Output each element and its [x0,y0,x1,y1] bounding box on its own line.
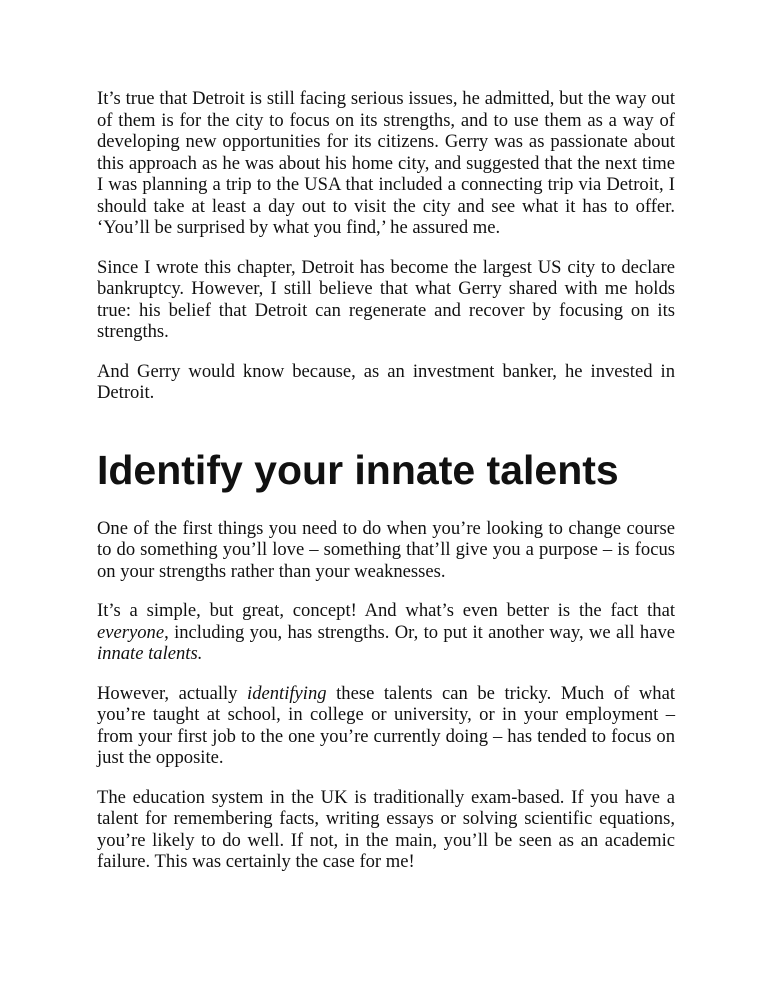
paragraph-education-system: The education system in the UK is traditionally exam-based. If you have a talent for remembering facts, writing essays or solving scientific equations, you’re likely to do well. If not, in the main, you’ll be seen as an academic failure. This was certainly the case for me! [97,786,675,872]
paragraph-identifying-talents [97,683,675,769]
emphasis-text: innate talents. [97,643,203,664]
paragraph-text: However, actually [97,682,248,704]
emphasis-text: identifying [247,682,327,704]
paragraph-text: , including you, has strengths. Or, to put it another way, we all have [164,621,675,643]
paragraph-gerry-invested: And Gerry would know because, as an investment banker, he invested in Detroit. [97,360,675,403]
paragraph-text: these talents can be tricky. Much of what you’re taught at school, in college or university, or in your employment – from your first job to the one you’re currently doing – has tended to focus on just the opposite. [97,682,675,768]
document-page [97,88,675,891]
paragraph-detroit-issues: It’s true that Detroit is still facing serious issues, he admitted, but the way out of them is for the city to focus on its strengths, and to use them as a way of developing new opportunities for its citizens. Gerry was as passionate about this approach as he was about his home city, and suggested that the next time I was planning a trip to the USA that included a connecting trip via Detroit, I should take at least a day out to visit the city and see what it has to offer. ‘You’ll be surprised by what you find,’ he assured me. [97,88,675,238]
section-heading: Identify your innate talents [97,446,619,493]
paragraph-text: It’s a simple, but great, concept! And what’s even better is the fact that [97,600,675,621]
paragraph-simple-concept [97,600,675,665]
emphasis-text: everyone [97,621,165,643]
paragraph-detroit-bankruptcy: Since I wrote this chapter, Detroit has become the largest US city to declare bankruptcy. However, I still believe that what Gerry shared with me holds true: his belief that Detroit can regenerate and recover by focusing on its strengths. [97,256,675,342]
paragraph-change-course: One of the first things you need to do when you’re looking to change course to do something you’ll love – something that’ll give you a purpose – is focus on your strengths rather than your weaknesses. [97,517,675,582]
